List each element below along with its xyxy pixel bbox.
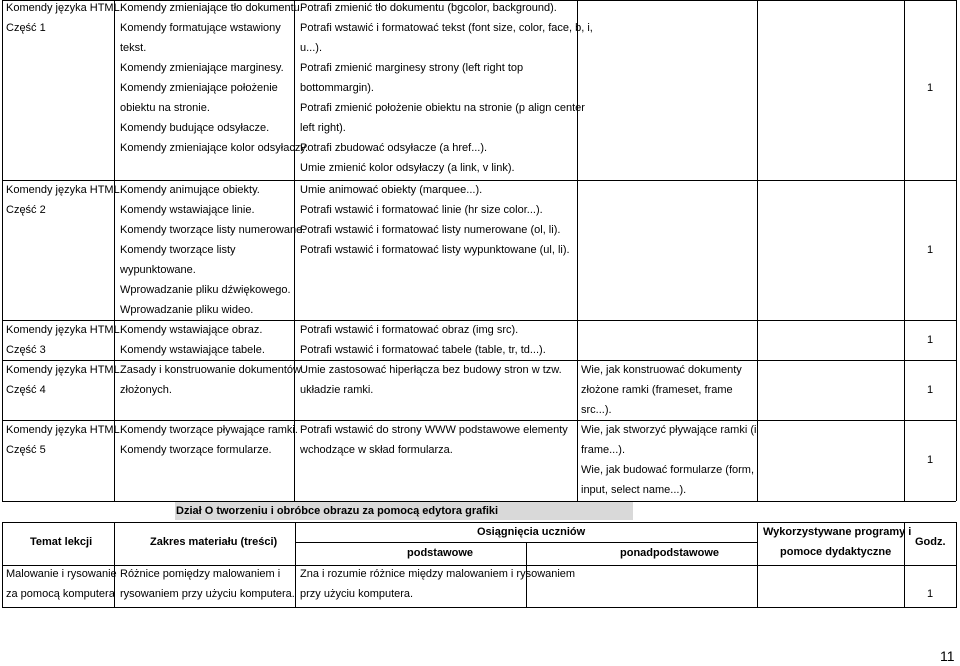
basic-achievement-line: Umie animować obiekty (marquee...). (300, 184, 483, 196)
column-divider (2, 522, 3, 608)
content-line: Komendy budujące odsyłacze. (120, 122, 270, 134)
hours-value: 1 (927, 244, 934, 256)
hours-value: 1 (927, 334, 934, 346)
content-line: Zasady i konstruowanie dokumentów (120, 364, 301, 376)
basic-achievement-line: Zna i rozumie różnice między malowaniem i rysowaniem (300, 568, 576, 580)
row-divider (2, 522, 956, 523)
content-line: Komendy wstawiające linie. (120, 204, 255, 216)
basic-achievement-line: Potrafi zbudować odsyłacze (a href...). (300, 142, 488, 154)
basic-achievement-line: Potrafi wstawić do strony WWW podstawowe elementy (300, 424, 568, 436)
row-divider (2, 180, 956, 181)
column-divider (904, 0, 905, 501)
header-lesson-topic: Temat lekcji (30, 536, 93, 548)
header-basic: podstawowe (407, 547, 474, 559)
content-line: Wprowadzanie pliku wideo. (120, 304, 254, 316)
row-divider (2, 420, 956, 421)
content-line: Komendy formatujące wstawiony (120, 22, 281, 34)
content-line: wypunktowane. (120, 264, 196, 276)
lesson-topic-line: za pomocą komputera (6, 588, 115, 600)
advanced-achievement-line: input, select name...). (581, 484, 687, 496)
page-number: 11 (940, 648, 955, 664)
column-divider (577, 0, 578, 501)
basic-achievement-line: Potrafi wstawić i formatować tabele (table, tr, td...). (300, 344, 546, 356)
lesson-topic-line: Część 3 (6, 344, 46, 356)
advanced-achievement-line: frame...). (581, 444, 626, 456)
content-line: obiektu na stronie. (120, 102, 210, 114)
content-line: rysowaniem przy użyciu komputera. (120, 588, 295, 600)
lesson-topic-line: Komendy języka HTML. (6, 424, 123, 436)
column-divider (956, 522, 957, 608)
content-line: Różnice pomiędzy malowaniem i (120, 568, 281, 580)
content-line: Komendy tworzące listy numerowane. (120, 224, 306, 236)
row-divider (2, 607, 956, 608)
hours-value: 1 (927, 384, 934, 396)
column-divider (757, 522, 758, 608)
content-line: Komendy zmieniające kolor odsyłaczy. (120, 142, 309, 154)
lesson-topic-line: Część 1 (6, 22, 46, 34)
basic-achievement-line: Potrafi zmienić tło dokumentu (bgcolor, background). (300, 2, 557, 14)
basic-achievement-line: left right). (300, 122, 346, 134)
header-hours: Godz. (915, 536, 946, 548)
content-line: Komendy animujące obiekty. (120, 184, 260, 196)
hours-value: 1 (927, 454, 934, 466)
lesson-topic-line: Część 5 (6, 444, 46, 456)
basic-achievement-line: Umie zastosować hiperłącza bez budowy stron w tzw. (300, 364, 562, 376)
hours-value: 1 (927, 82, 934, 94)
basic-achievement-line: Potrafi zmienić marginesy strony (left right top (300, 62, 524, 74)
advanced-achievement-line: Wie, jak budować formularze (form, (581, 464, 754, 476)
header-achievements: Osiągnięcia uczniów (477, 526, 586, 538)
content-line: złożonych. (120, 384, 172, 396)
basic-achievement-line: Potrafi wstawić i formatować linie (hr size color...). (300, 204, 543, 216)
content-line: Wprowadzanie pliku dźwiękowego. (120, 284, 291, 296)
hours-value: 1 (927, 588, 934, 600)
basic-achievement-line: Potrafi zmienić położenie obiektu na stronie (p align center (300, 102, 585, 114)
column-divider (757, 0, 758, 501)
basic-achievement-line: Potrafi wstawić i formatować listy wypunktowane (ul, li). (300, 244, 570, 256)
content-line: Komendy tworzące listy (120, 244, 236, 256)
basic-achievement-line: u...). (300, 42, 323, 54)
basic-achievement-line: wchodzące w skład formularza. (300, 444, 453, 456)
lesson-topic-line: Komendy języka HTML. (6, 324, 123, 336)
row-divider (2, 360, 956, 361)
content-line: Komendy zmieniające marginesy. (120, 62, 284, 74)
lesson-topic-line: Część 2 (6, 204, 46, 216)
header-advanced: ponadpodstawowe (620, 547, 719, 559)
advanced-achievement-line: Wie, jak konstruować dokumenty (581, 364, 742, 376)
content-line: Komendy zmieniające położenie (120, 82, 278, 94)
basic-achievement-line: przy użyciu komputera. (300, 588, 414, 600)
content-line: Komendy wstawiające obraz. (120, 324, 263, 336)
lesson-topic-line: Komendy języka HTML. (6, 184, 123, 196)
basic-achievement-line: Potrafi wstawić i formatować listy numerowane (ol, li). (300, 224, 561, 236)
row-divider (2, 565, 956, 566)
content-line: tekst. (120, 42, 147, 54)
basic-achievement-line: Potrafi wstawić i formatować obraz (img src). (300, 324, 519, 336)
advanced-achievement-line: src...). (581, 404, 612, 416)
header-teaching-aids: Wykorzystywane programy i (763, 526, 912, 538)
basic-achievement-line: Umie zmienić kolor odsyłaczy (a link, v link). (300, 162, 515, 174)
content-line: Komendy tworzące pływające ramki. (120, 424, 298, 436)
advanced-achievement-line: Wie, jak stworzyć pływające ramki (i (581, 424, 757, 436)
content-line: Komendy tworzące formularze. (120, 444, 272, 456)
section-title: Dział O tworzeniu i obróbce obrazu za pomocą edytora grafiki (176, 505, 499, 517)
advanced-achievement-line: złożone ramki (frameset, frame (581, 384, 733, 396)
basic-achievement-line: układzie ramki. (300, 384, 374, 396)
row-divider (2, 320, 956, 321)
content-line: Komendy zmieniające tło dokumentu. (120, 2, 303, 14)
basic-achievement-line: Potrafi wstawić i formatować tekst (font size, color, face, b, i, (300, 22, 593, 34)
column-divider (956, 0, 957, 501)
header-content-scope: Zakres materiału (treści) (150, 536, 278, 548)
lesson-topic-line: Komendy języka HTML. (6, 364, 123, 376)
content-line: Komendy wstawiające tabele. (120, 344, 265, 356)
basic-achievement-line: bottommargin). (300, 82, 374, 94)
lesson-topic-line: Część 4 (6, 384, 46, 396)
header-teaching-aids: pomoce dydaktyczne (780, 546, 892, 558)
lesson-topic-line: Malowanie i rysowanie (6, 568, 117, 580)
lesson-topic-line: Komendy języka HTML. (6, 2, 123, 14)
column-divider (295, 522, 296, 608)
column-divider (2, 0, 3, 501)
